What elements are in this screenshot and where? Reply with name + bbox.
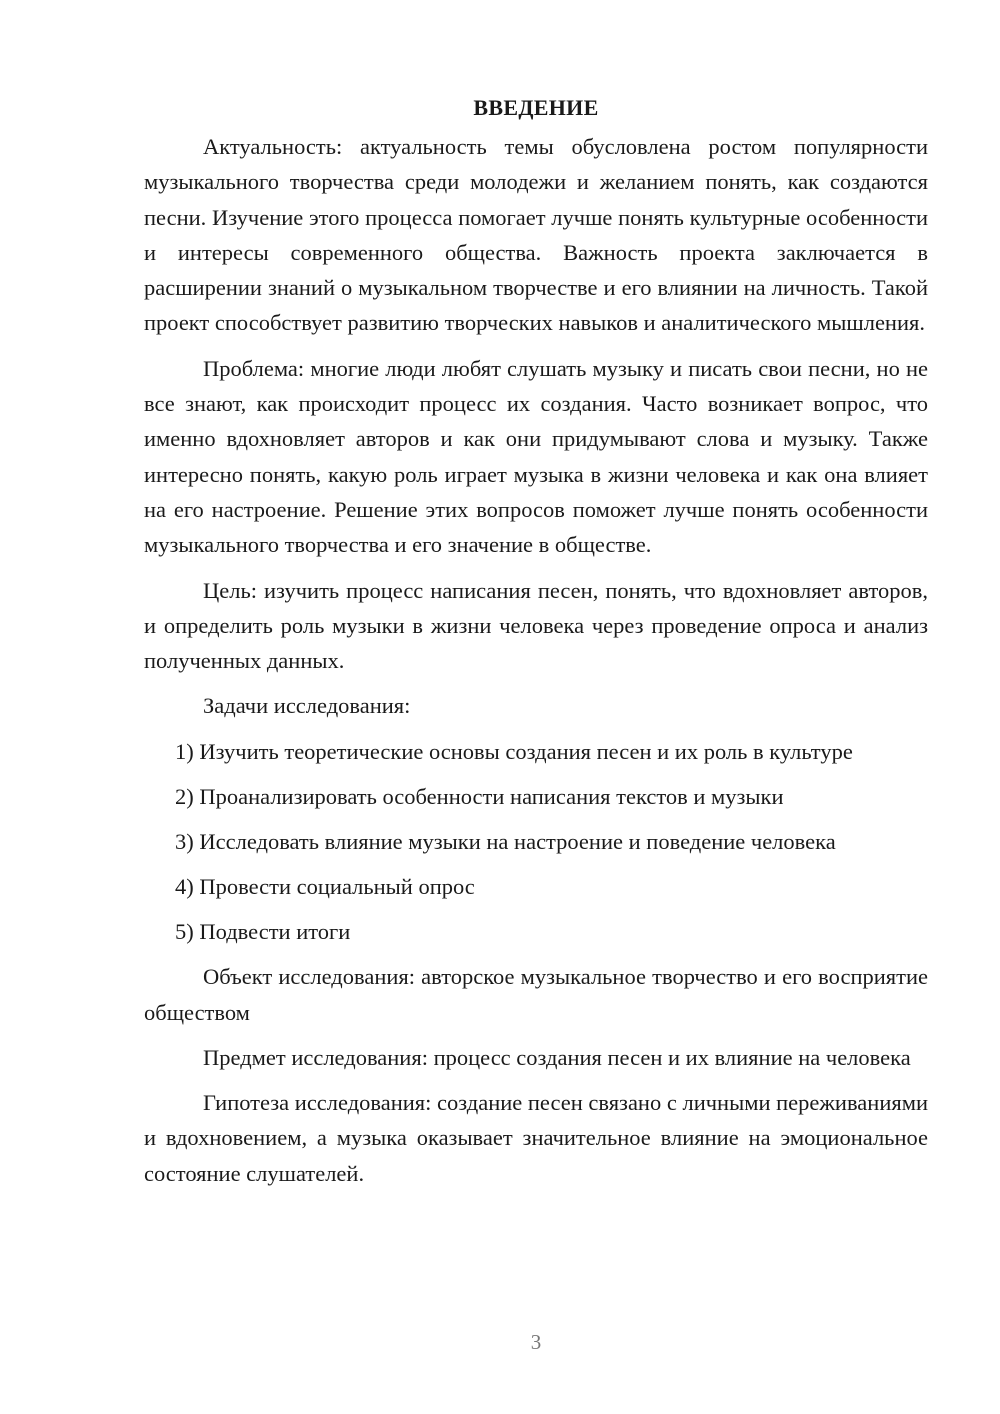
task-item-3: 3) Исследовать влияние музыки на настроение и поведение человека	[175, 828, 836, 854]
object-paragraph: Объект исследования: авторское музыкальное творчество и его восприятие обществом	[144, 964, 928, 1025]
relevance-paragraph: Актуальность: актуальность темы обусловлена ростом популярности музыкального творчества среди молодежи и желанием понять, как создаются песни. Изучение этого процесса помогает лучше понять культурные особенности и интересы современного общества. Важность проекта заключается в расширении знаний о музыкальном творчестве и его влиянии на личность. Такой проект способствует развитию творческих навыков и аналитического мышления.	[144, 134, 928, 336]
problem-paragraph: Проблема: многие люди любят слушать музыку и писать свои песни, но не все знают, как происходит процесс их создания. Часто возникает вопрос, что именно вдохновляет авторов и как они придумывают слова и музыку. Также интересно понять, какую роль играет музыка в жизни человека и как она влияет на его настроение. Решение этих вопросов поможет лучше понять особенности музыкального творчества и его значение в обществе.	[144, 355, 928, 558]
section-title: ВВЕДЕНИЕ	[473, 95, 599, 120]
tasks-heading: Задачи исследования:	[203, 693, 411, 719]
task-item-5: 5) Подвести итоги	[175, 919, 351, 945]
page-number: 3	[530, 1330, 542, 1354]
tasks-list	[144, 734, 928, 950]
goal-paragraph: Цель: изучить процесс написания песен, понять, что вдохновляет авторов, и определить роль музыки в жизни человека через проведение опроса и анализ полученных данных.	[144, 577, 928, 674]
hypothesis-paragraph: Гипотеза исследования: создание песен связано с личными переживаниями и вдохновением, а музыка оказывает значительное влияние на эмоциональное состояние слушателей.	[144, 1090, 928, 1186]
task-item-1: 1) Изучить теоретические основы создания песен и их роль в культуре	[175, 738, 853, 764]
subject-paragraph: Предмет исследования: процесс создания песен и их влияние на человека	[203, 1044, 911, 1070]
task-item-4: 4) Провести социальный опрос	[175, 874, 475, 900]
document-page	[144, 90, 928, 1201]
task-item-2: 2) Проанализировать особенности написания текстов и музыки	[175, 783, 784, 809]
